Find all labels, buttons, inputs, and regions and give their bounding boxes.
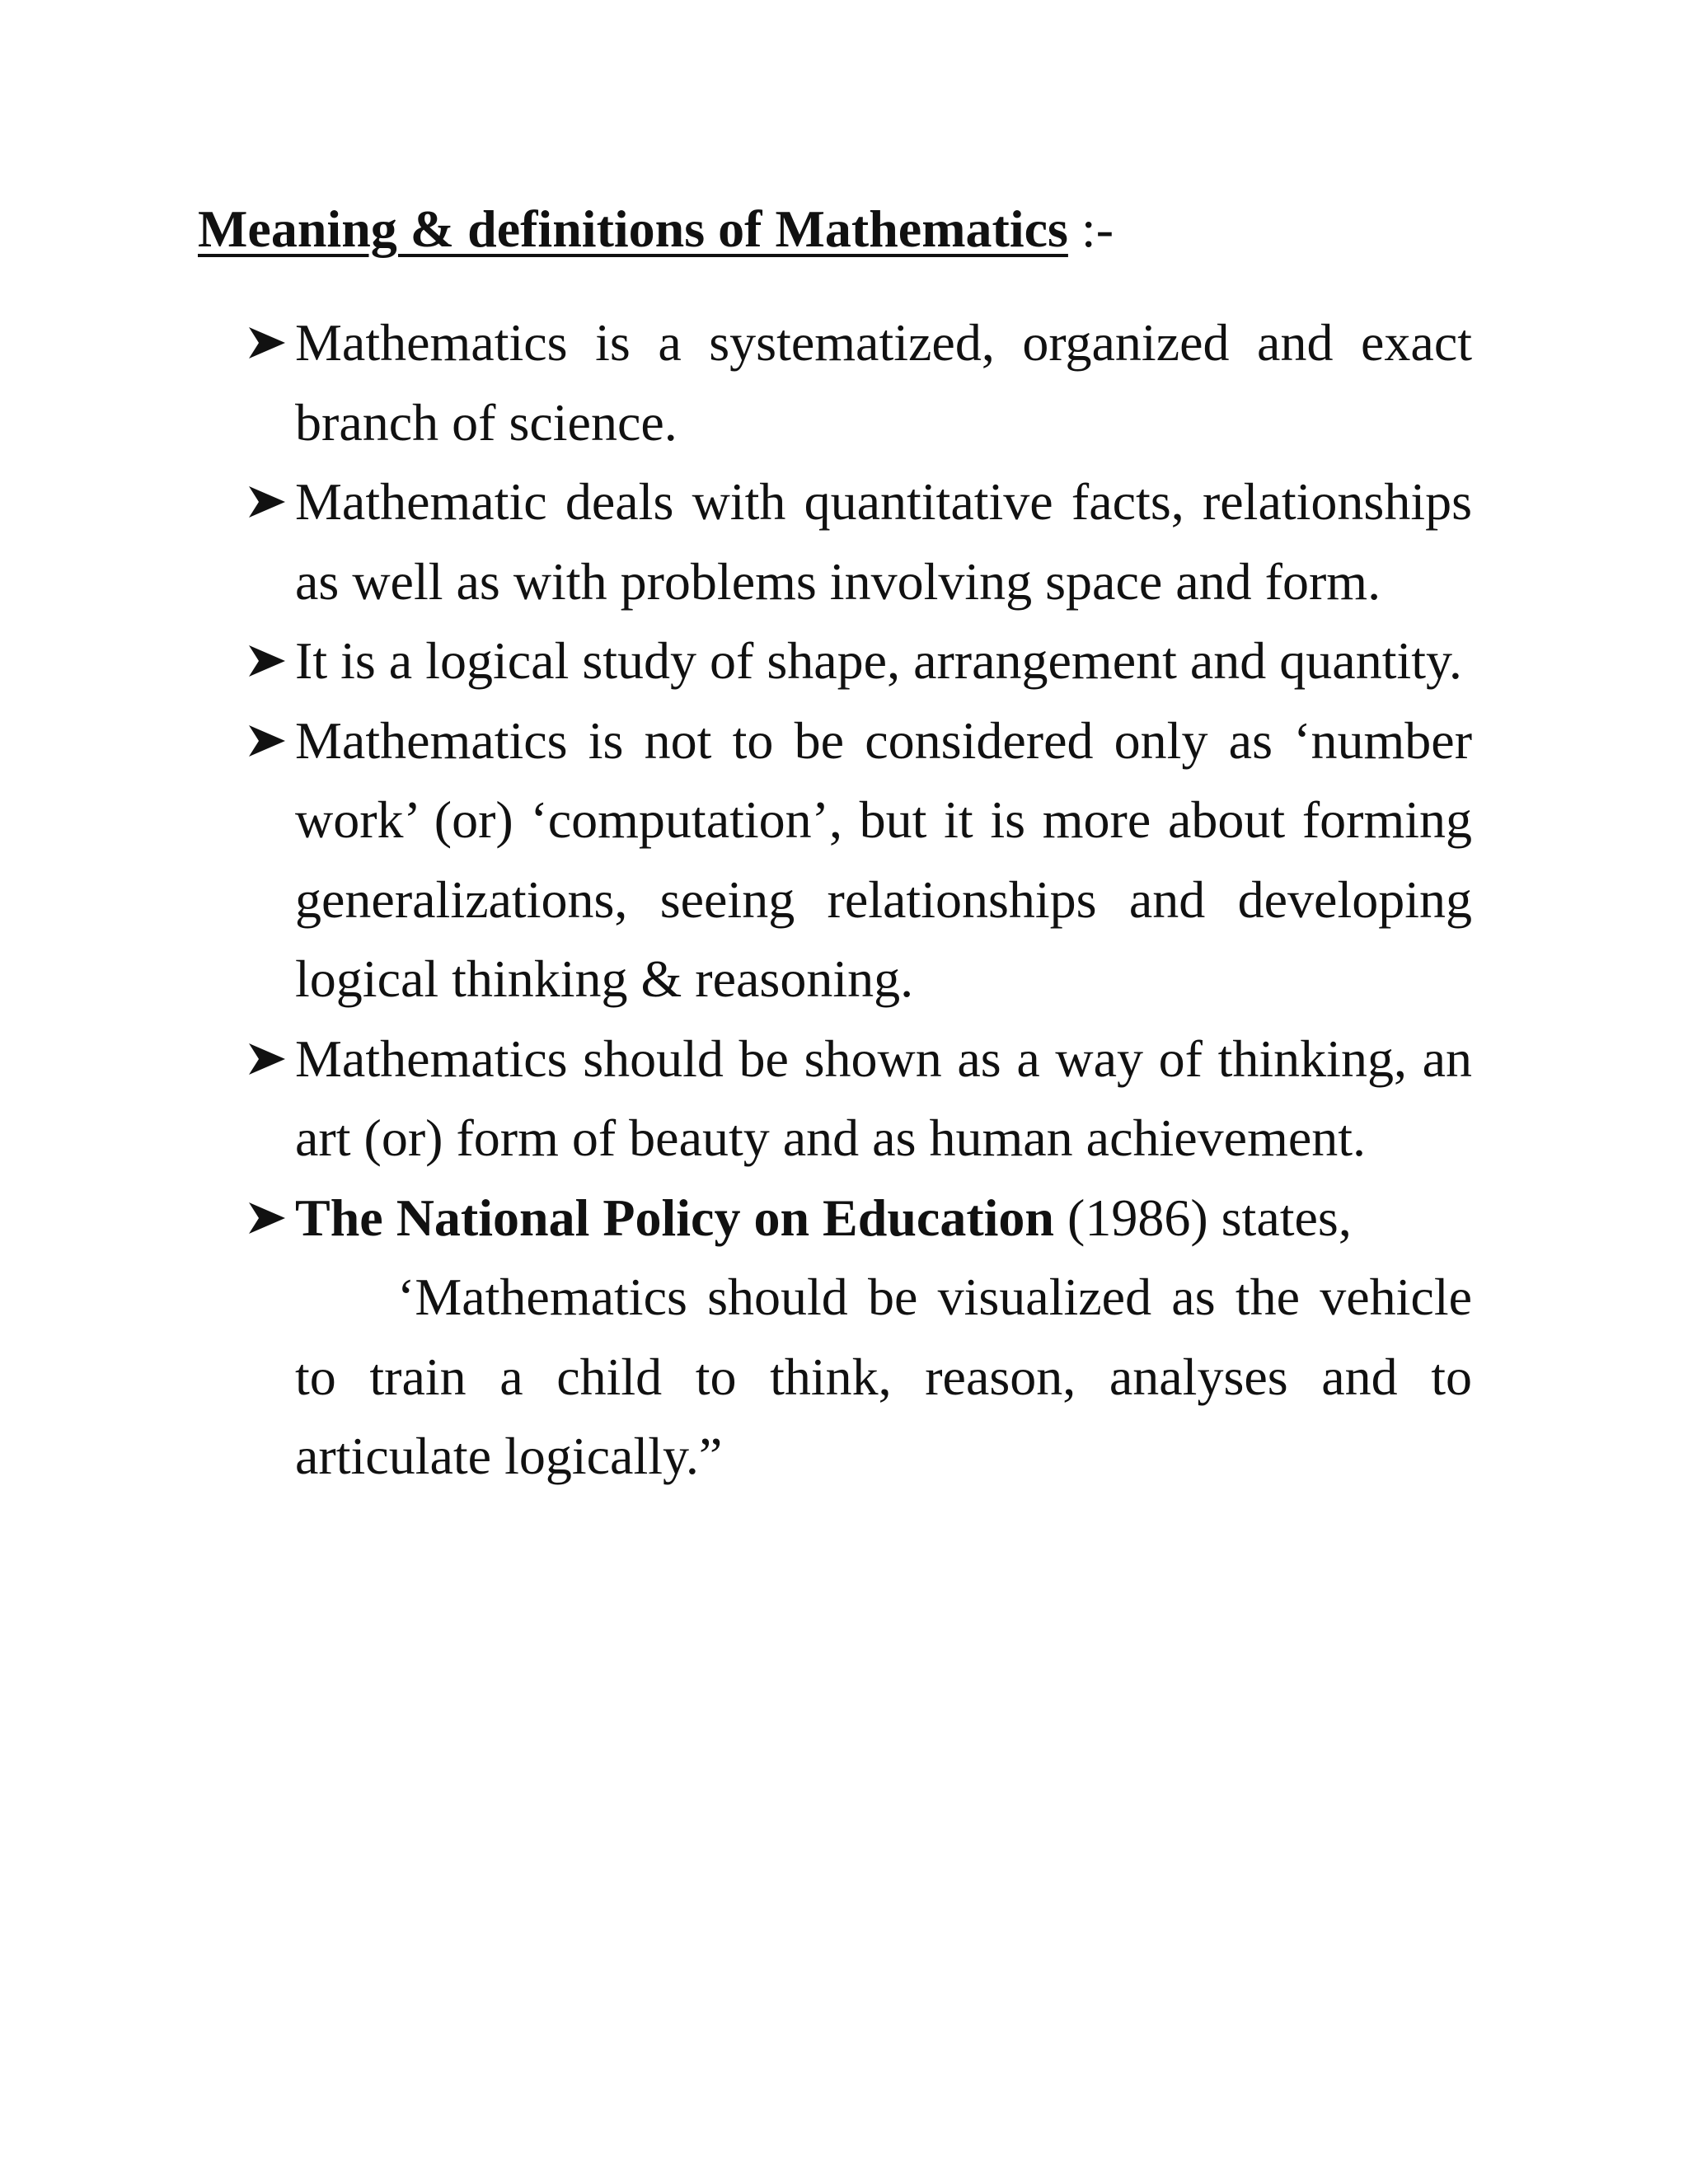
arrowhead-bullet-icon xyxy=(247,462,290,542)
page-heading xyxy=(198,196,1114,262)
policy-list-item xyxy=(247,1179,1472,1497)
arrowhead-bullet-icon xyxy=(247,1179,290,1258)
definitions-list xyxy=(247,303,1472,1497)
arrowhead-bullet-icon xyxy=(247,303,290,383)
heading-title: Meaning & definitions of Mathematics xyxy=(198,199,1068,258)
arrowhead-bullet-icon xyxy=(247,621,290,701)
list-item xyxy=(247,701,1472,1019)
list-item-text: Mathematics is not to be considered only as ‘number work’ (or) ‘computation’, but it is more about forming generalizations, seeing relationships and developing logical thinking & reasoning. xyxy=(295,710,1472,1008)
list-item-text: It is a logical study of shape, arrangement and quantity. xyxy=(295,631,1462,690)
policy-name: The National Policy on Education xyxy=(295,1188,1054,1247)
list-item-text: Mathematics is a systematized, organized and exact branch of science. xyxy=(295,313,1472,452)
list-item xyxy=(247,303,1472,462)
heading-suffix: :- xyxy=(1067,199,1114,258)
policy-year-text: (1986) states, xyxy=(1054,1188,1352,1247)
list-item xyxy=(247,462,1472,621)
list-item-text: Mathematics should be shown as a way of thinking, an art (or) form of beauty and as human achievement. xyxy=(295,1029,1472,1167)
list-item xyxy=(247,1019,1472,1179)
arrowhead-bullet-icon xyxy=(247,1019,290,1099)
arrowhead-bullet-icon xyxy=(247,701,290,781)
list-item xyxy=(247,621,1472,701)
list-item-text: Mathematic deals with quantitative facts, relationships as well as with problems involving space and form. xyxy=(295,472,1472,611)
policy-quote: ‘Mathematics should be visualized as the vehicle to train a child to think, reason, analyses and to articulate logically.” xyxy=(295,1268,1472,1485)
